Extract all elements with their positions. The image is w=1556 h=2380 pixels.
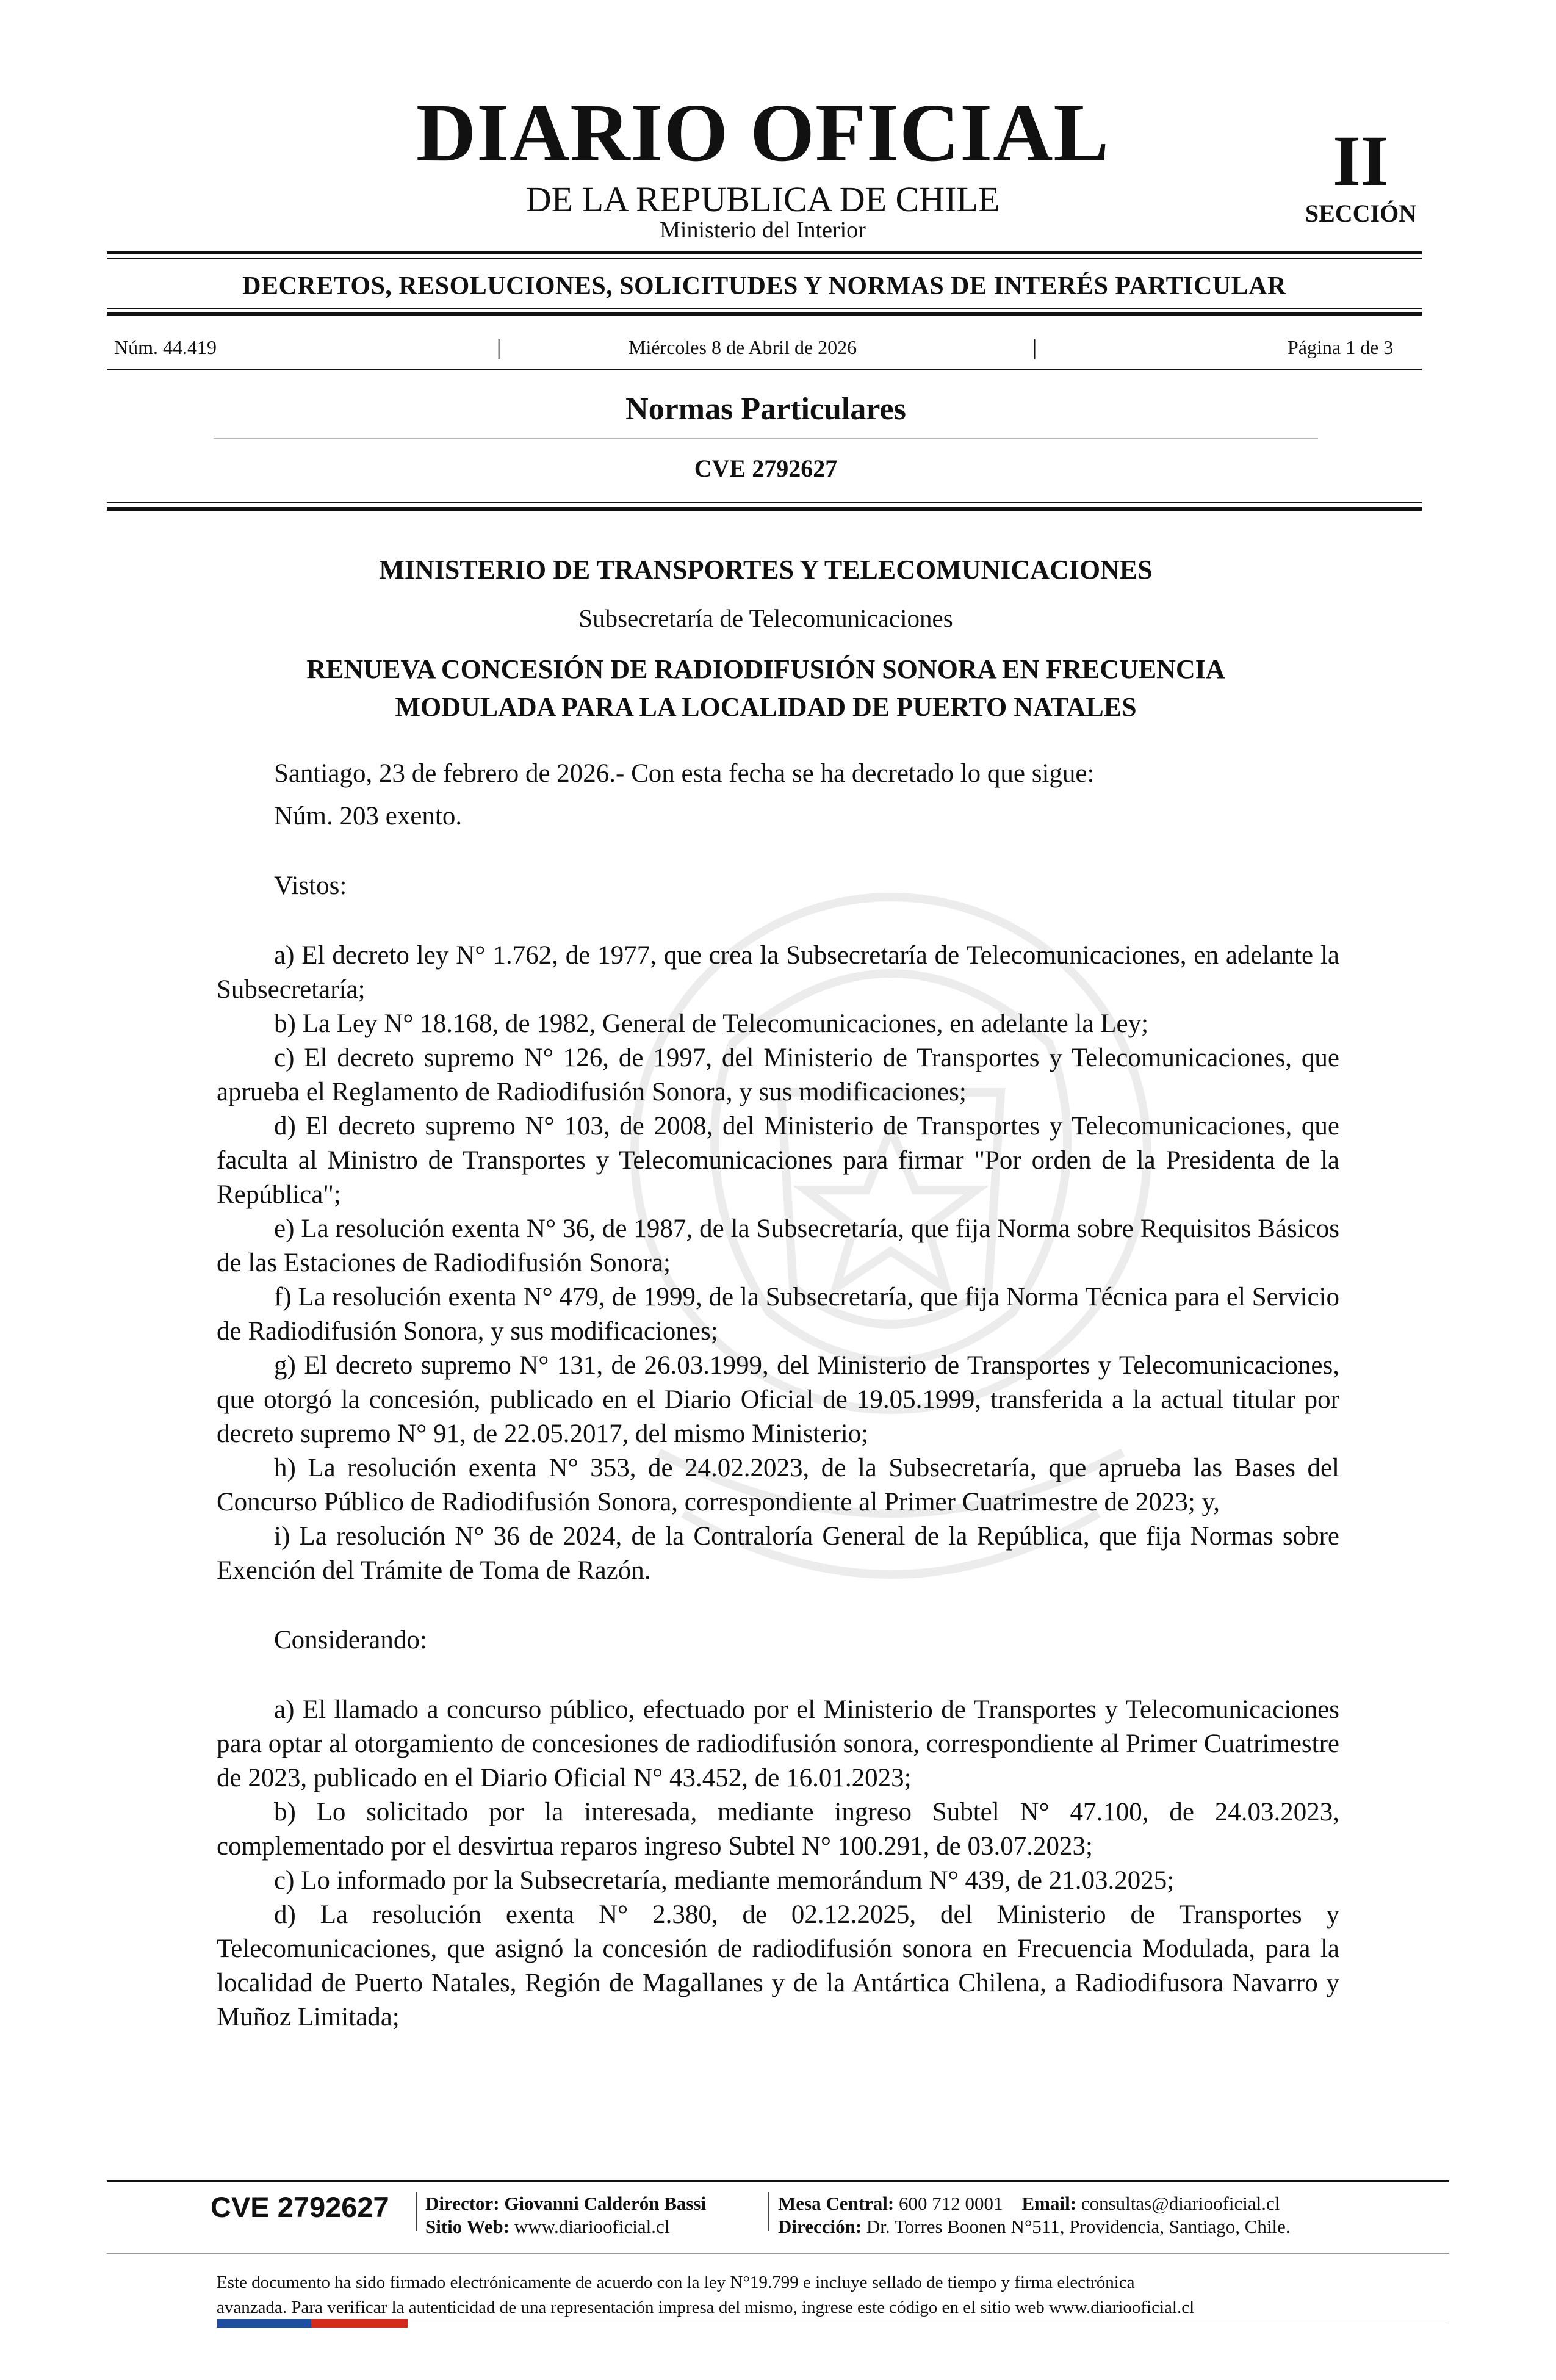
document-ministry: MINISTERIO DE TRANSPORTES Y TELECOMUNICACIONES <box>379 555 1153 585</box>
cve-rule-thin <box>107 502 1422 503</box>
issue-rule <box>107 369 1422 370</box>
footer-director: Director: Giovanni Calderón Bassi <box>425 2193 707 2214</box>
flag-stripe-blue <box>217 2319 311 2328</box>
masthead-title: DIARIO OFICIAL <box>416 87 1110 179</box>
document-subministry: Subsecretaría de Telecomunicaciones <box>578 604 953 632</box>
considerando-item: c) Lo informado por la Subsecretaría, mediante memorándum N° 439, de 21.03.2025; <box>274 1866 1175 1895</box>
categories-banner: DECRETOS, RESOLUCIONES, SOLICITUDES Y NORMAS DE INTERÉS PARTICULAR <box>242 272 1286 300</box>
footer-note-rule <box>107 2253 1449 2254</box>
decree-number: Núm. 203 exento. <box>274 802 463 831</box>
issue-separator: | <box>1032 335 1037 359</box>
categories-rule-thick <box>107 312 1422 316</box>
issue-date: Miércoles 8 de Abril de 2026 <box>629 336 857 358</box>
masthead-rule-thick <box>107 251 1422 254</box>
vistos-item: c) El decreto supremo N° 126, de 1997, del Ministerio de Transportes y Telecomunicaciones, que aprueba el Reglamento de Radiodifusión Sonora, y sus modificaciones; <box>217 1044 1339 1106</box>
categories-rule-thin <box>107 308 1422 309</box>
section-number: II <box>1333 121 1389 201</box>
considerando-heading: Considerando: <box>274 1626 427 1654</box>
page-indicator: Página 1 de 3 <box>1288 336 1394 358</box>
masthead-ministry: Ministerio del Interior <box>660 217 866 243</box>
document-body <box>217 757 1339 2035</box>
footer-address: Dirección: Dr. Torres Boonen N°511, Providencia, Santiago, Chile. <box>778 2216 1291 2237</box>
footer-website: Sitio Web: www.diariooficial.cl <box>425 2216 670 2237</box>
footer-email-link[interactable]: consultas@diariooficial.cl <box>1081 2193 1280 2214</box>
footer-cve-code: CVE 2792627 <box>211 2191 389 2223</box>
vistos-item: e) La resolución exenta N° 36, de 1987, de la Subsecretaría, que fija Norma sobre Requisitos Básicos de las Estaciones de Radiodifusión Sonora; <box>217 1214 1339 1277</box>
vistos-heading: Vistos: <box>274 871 347 900</box>
intro-line: Santiago, 23 de febrero de 2026.- Con esta fecha se ha decretado lo que sigue: <box>274 759 1095 788</box>
vistos-item: f) La resolución exenta N° 479, de 1999, de la Subsecretaría, que fija Norma Técnica para el Servicio de Radiodifusión Sonora, y sus modificaciones; <box>217 1283 1339 1346</box>
flag-stripe-red <box>311 2319 408 2328</box>
issue-number: Núm. 44.419 <box>114 336 217 358</box>
footer-divider <box>416 2192 417 2231</box>
considerando-item: d) La resolución exenta N° 2.380, de 02.12.2025, del Ministerio de Transportes y Telecomunicaciones, que asignó la concesión de radiodifusión sonora en Frecuencia Modulada, para la localidad de Puerto Natales, Región de Magallanes y de la Antártica Chilena, a Radiodifusora Navarro y Muñoz Limitada; <box>217 1900 1339 2032</box>
section-title: Normas Particulares <box>625 392 906 427</box>
issue-separator: | <box>497 335 502 359</box>
masthead-subtitle: DE LA REPUBLICA DE CHILE <box>525 179 1000 219</box>
footer-phone-email: Mesa Central: 600 712 0001 Email: consultas@diariooficial.cl <box>778 2193 1280 2214</box>
footer-signature-note: Este documento ha sido firmado electrónicamente de acuerdo con la ley N°19.799 e incluye sellado de tiempo y firma electrónica avanzada. Para verificar la autenticidad de una representación impresa del mismo, ingrese este código en el sitio web www.diariooficial.cl <box>217 2273 1195 2317</box>
section-title-rule <box>214 438 1318 439</box>
section-label: SECCIÓN <box>1305 200 1417 227</box>
vistos-item: d) El decreto supremo N° 103, de 2008, del Ministerio de Transportes y Telecomunicaciones, que faculta al Ministro de Transportes y Telecomunicaciones para firmar "Por orden de la Presidenta de la República"; <box>217 1112 1339 1209</box>
vistos-item: g) El decreto supremo N° 131, de 26.03.1999, del Ministerio de Transportes y Telecomunicaciones, que otorgó la concesión, publicado en el Diario Oficial de 19.05.1999, transferida a la actual titular por decreto supremo N° 91, de 22.05.2017, del mismo Ministerio; <box>217 1351 1339 1448</box>
vistos-item: a) El decreto ley N° 1.762, de 1977, que crea la Subsecretaría de Telecomunicaciones, en adelante la Subsecretaría; <box>217 941 1339 1004</box>
cve-rule-thick <box>107 507 1422 511</box>
masthead-rule-thin <box>107 258 1422 259</box>
considerando-item: a) El llamado a concurso público, efectuado por el Ministerio de Transportes y Telecomunicaciones para optar al otorgamiento de concesiones de radiodifusión sonora, correspondiente al Primer Cuatrimestre de 2023, publicado en el Diario Oficial N° 43.452, de 16.01.2023; <box>217 1695 1339 1792</box>
document-title-line: RENUEVA CONCESIÓN DE RADIODIFUSIÓN SONORA EN FRECUENCIA <box>306 654 1225 684</box>
document-title-line: MODULADA PARA LA LOCALIDAD DE PUERTO NATALES <box>395 692 1137 722</box>
vistos-item: h) La resolución exenta N° 353, de 24.02.2023, de la Subsecretaría, que aprueba las Bases del Concurso Público de Radiodifusión Sonora, correspondiente al Primer Cuatrimestre de 2023; y, <box>217 1454 1339 1516</box>
considerando-item: b) Lo solicitado por la interesada, mediante ingreso Subtel N° 47.100, de 24.03.2023, complementado por el desvirtua reparos ingreso Subtel N° 100.291, de 03.07.2023; <box>217 1798 1339 1861</box>
vistos-item: i) La resolución N° 36 de 2024, de la Contraloría General de la República, que fija Normas sobre Exención del Trámite de Toma de Razón. <box>217 1522 1339 1585</box>
footer-website-link[interactable]: www.diariooficial.cl <box>514 2216 670 2237</box>
vistos-item: b) La Ley N° 18.168, de 1982, General de Telecomunicaciones, en adelante la Ley; <box>274 1009 1149 1038</box>
footer-rule <box>107 2180 1449 2182</box>
cve-code: CVE 2792627 <box>694 455 838 482</box>
footer-divider <box>768 2192 769 2231</box>
